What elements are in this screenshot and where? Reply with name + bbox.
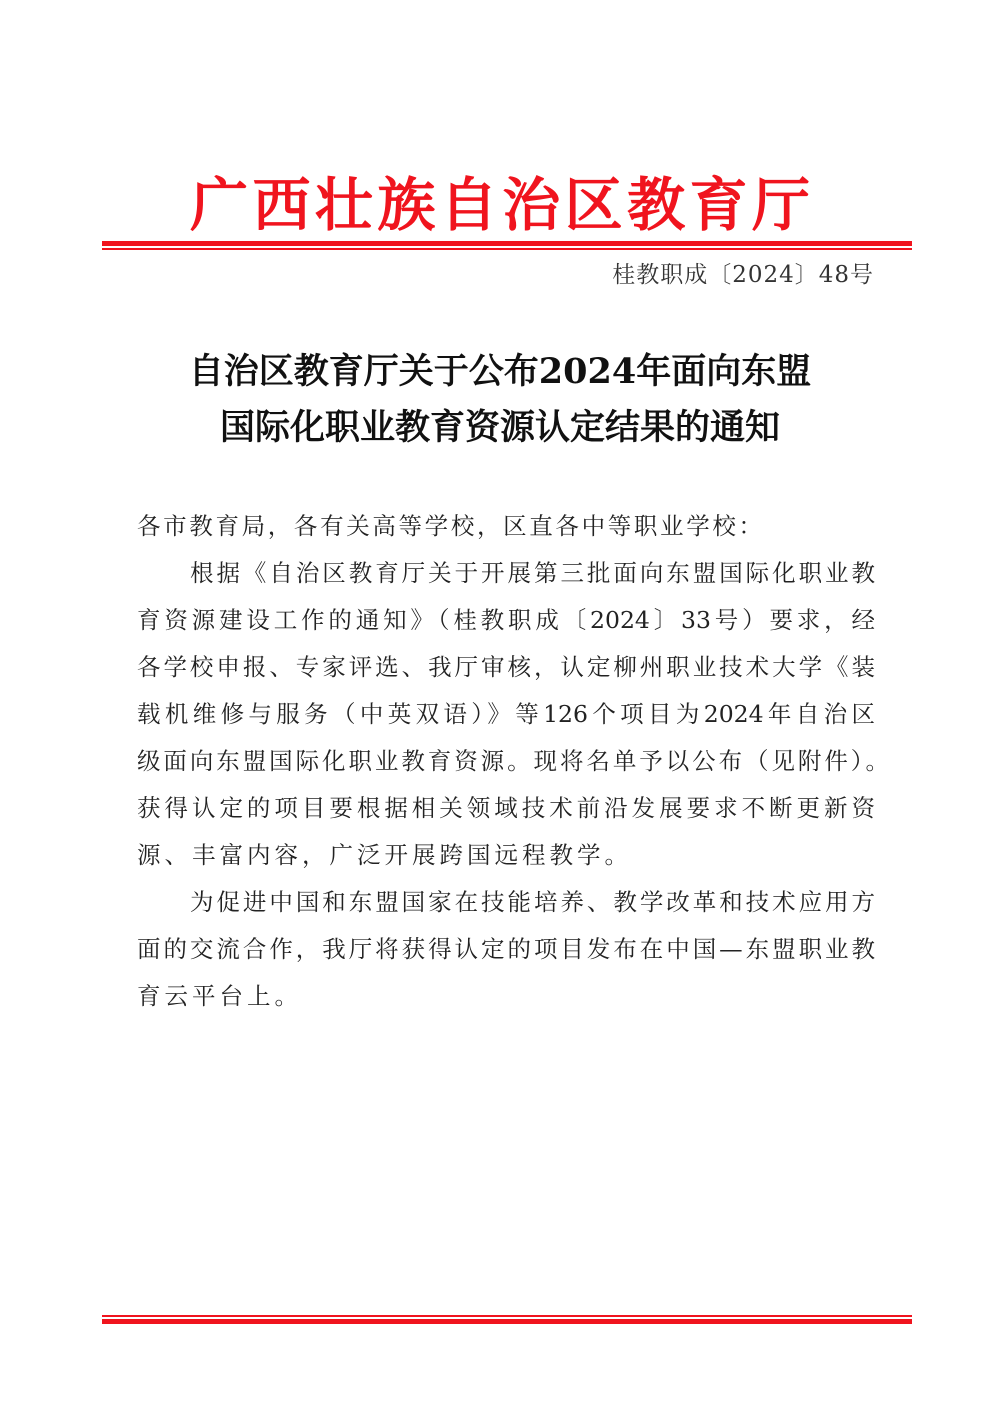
footer-rule-thick — [102, 1319, 912, 1324]
header-rule-thick — [102, 241, 912, 246]
title-line-2: 国际化职业教育资源认定结果的通知 — [219, 407, 780, 448]
document-number: 桂教职成〔2024〕48号 — [612, 262, 874, 288]
body-line: 载机维修与服务（中英双语）》等126个项目为2024年自治区 — [137, 700, 875, 728]
body-line: 育资源建设工作的通知》（桂教职成〔2024〕33号）要求，经 — [137, 606, 875, 634]
body-line: 获得认定的项目要根据相关领域技术前沿发展要求不断更新资 — [137, 794, 875, 822]
issuing-organization: 广西壮族自治区教育厅 — [190, 171, 810, 239]
body-line: 各学校申报、专家评选、我厅审核，认定柳州职业技术大学《装 — [137, 653, 875, 681]
title-line-1: 自治区教育厅关于公布2024年面向东盟 — [188, 351, 812, 392]
body-line: 级面向东盟国际化职业教育资源。现将名单予以公布（见附件）。 — [137, 747, 889, 775]
header-rule-thin — [102, 248, 912, 250]
salutation: 各市教育局，各有关高等学校，区直各中等职业学校： — [137, 512, 762, 540]
body-line: 为促进中国和东盟国家在技能培养、教学改革和技术应用方 — [190, 888, 875, 916]
body-line: 面的交流合作，我厅将获得认定的项目发布在中国—东盟职业教 — [137, 935, 875, 963]
body-line: 育云平台上。 — [137, 982, 302, 1010]
body-line: 根据《自治区教育厅关于开展第三批面向东盟国际化职业教 — [190, 559, 875, 587]
footer-rule-thin — [102, 1315, 912, 1317]
body-line: 源、丰富内容，广泛开展跨国远程教学。 — [137, 841, 632, 869]
